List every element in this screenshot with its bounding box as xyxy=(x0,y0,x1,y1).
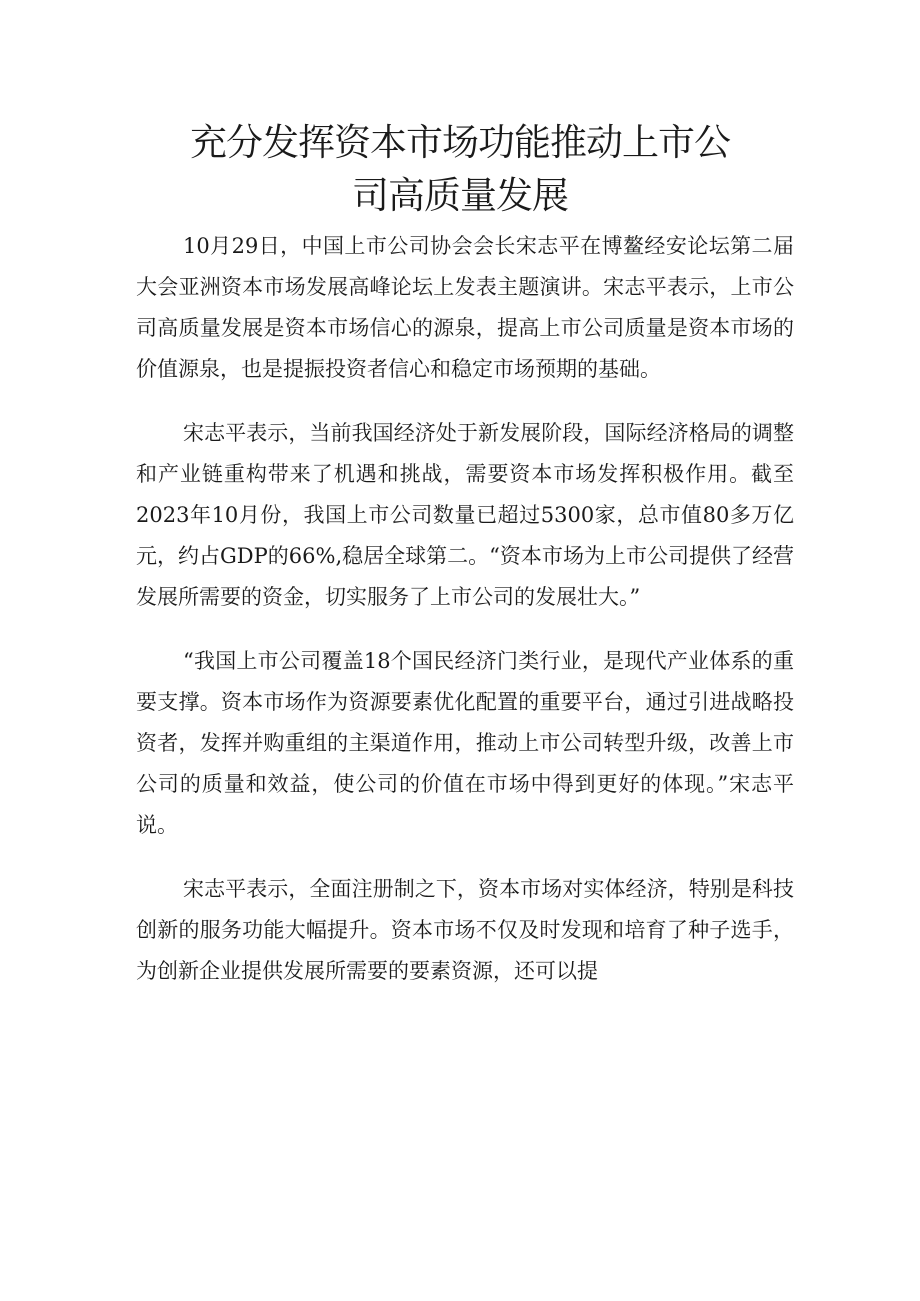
document-title xyxy=(0,116,920,222)
title-line-1: 充分发挥资本市场功能推动上市公 xyxy=(190,121,730,164)
paragraph-3: “我国上市公司覆盖18个国民经济门类行业，是现代产业体系的重要支撑。资本市场作为资源要素优化配置的重要平台，通过引进战略投资者，发挥并购重组的主渠道作用，推动上市公司转型升级，改善上市公司的质量和效益，使公司的价值在市场中得到更好的体现。”宋志平说。 xyxy=(136,649,794,837)
document-body xyxy=(136,226,794,1015)
paragraph-1: 10月29日，中国上市公司协会会长宋志平在博鳌经安论坛第二届大会亚洲资本市场发展高峰论坛上发表主题演讲。宋志平表示，上市公司高质量发展是资本市场信心的源泉，提高上市公司质量是资本市场的价值源泉，也是提振投资者信心和稳定市场预期的基础。 xyxy=(136,234,794,381)
title-line-2: 司高质量发展 xyxy=(352,174,568,217)
paragraph-2: 宋志平表示，当前我国经济处于新发展阶段，国际经济格局的调整和产业链重构带来了机遇和挑战，需要资本市场发挥积极作用。截至2023年10月份，我国上市公司数量已超过5300家，总市值80多万亿元，约占GDP的66%,稳居全球第二。“资本市场为上市公司提供了经营发展所需要的资金，切实服务了上市公司的发展壮大。” xyxy=(136,421,794,609)
paragraph-4: 宋志平表示，全面注册制之下，资本市场对实体经济，特别是科技创新的服务功能大幅提升。资本市场不仅及时发现和培育了种子选手，为创新企业提供发展所需要的要素资源，还可以提 xyxy=(136,877,794,983)
